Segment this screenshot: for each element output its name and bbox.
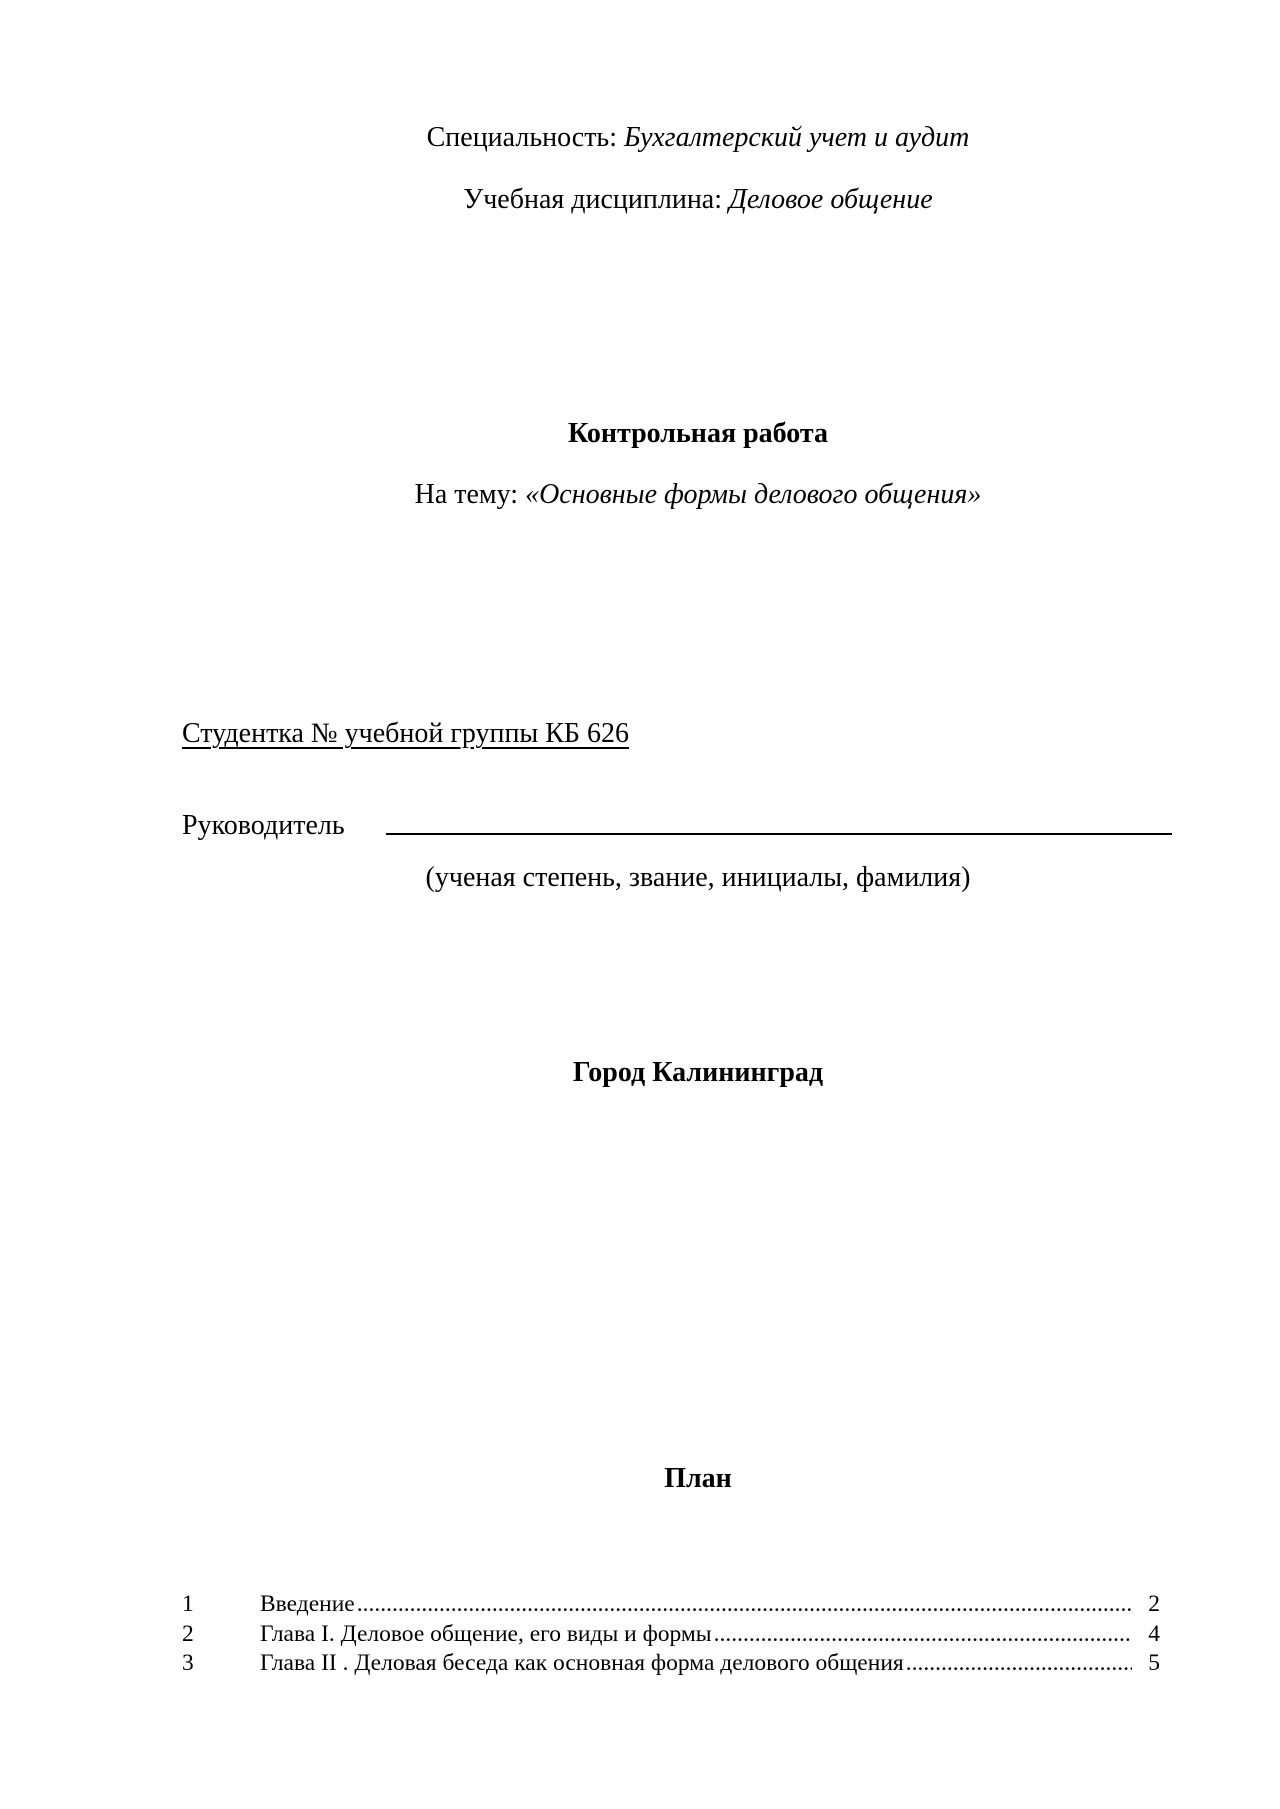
table-of-contents xyxy=(182,1590,1160,1679)
toc-row xyxy=(182,1620,1160,1650)
toc-number: 1 xyxy=(182,1591,194,1617)
toc-row xyxy=(182,1649,1160,1679)
specialty-line xyxy=(0,124,1280,152)
discipline-line xyxy=(0,186,1280,214)
discipline-label: Учебная дисциплина: xyxy=(463,184,730,215)
specialty-value: Бухгалтерский учет и аудит xyxy=(623,122,970,153)
work-title: Контрольная работа xyxy=(567,418,829,449)
discipline-value: Деловое общение xyxy=(729,184,933,215)
toc-row xyxy=(182,1590,1160,1620)
student-line: Студентка № учебной группы КБ 626 xyxy=(182,718,630,749)
topic-value: «Основные формы делового общения» xyxy=(525,479,982,510)
city-line: Город Калининград xyxy=(572,1057,824,1088)
specialty-label: Специальность: xyxy=(426,122,624,153)
supervisor-signature-line xyxy=(386,833,1172,835)
supervisor-hint: (ученая степень, звание, инициалы, фамилия) xyxy=(425,862,971,893)
topic-line xyxy=(0,481,1280,509)
toc-page-number: 4 xyxy=(1148,1620,1160,1647)
toc-leader-dots xyxy=(357,1590,1132,1620)
toc-leader-dots xyxy=(714,1620,1132,1650)
plan-title: План xyxy=(664,1463,732,1494)
toc-leader-dots xyxy=(906,1649,1132,1679)
toc-number: 3 xyxy=(182,1650,194,1676)
toc-page-number: 5 xyxy=(1148,1650,1160,1676)
toc-text: Глава II . Деловая беседа как основная форма делового общения xyxy=(260,1650,904,1676)
toc-text: Глава I. Деловое общение, его виды и формы xyxy=(260,1620,712,1647)
toc-text: Введение xyxy=(260,1591,355,1617)
toc-number: 2 xyxy=(182,1620,194,1647)
supervisor-label: Руководитель xyxy=(182,810,345,841)
toc-page-number: 2 xyxy=(1148,1591,1160,1617)
topic-label: На тему: xyxy=(414,479,526,510)
